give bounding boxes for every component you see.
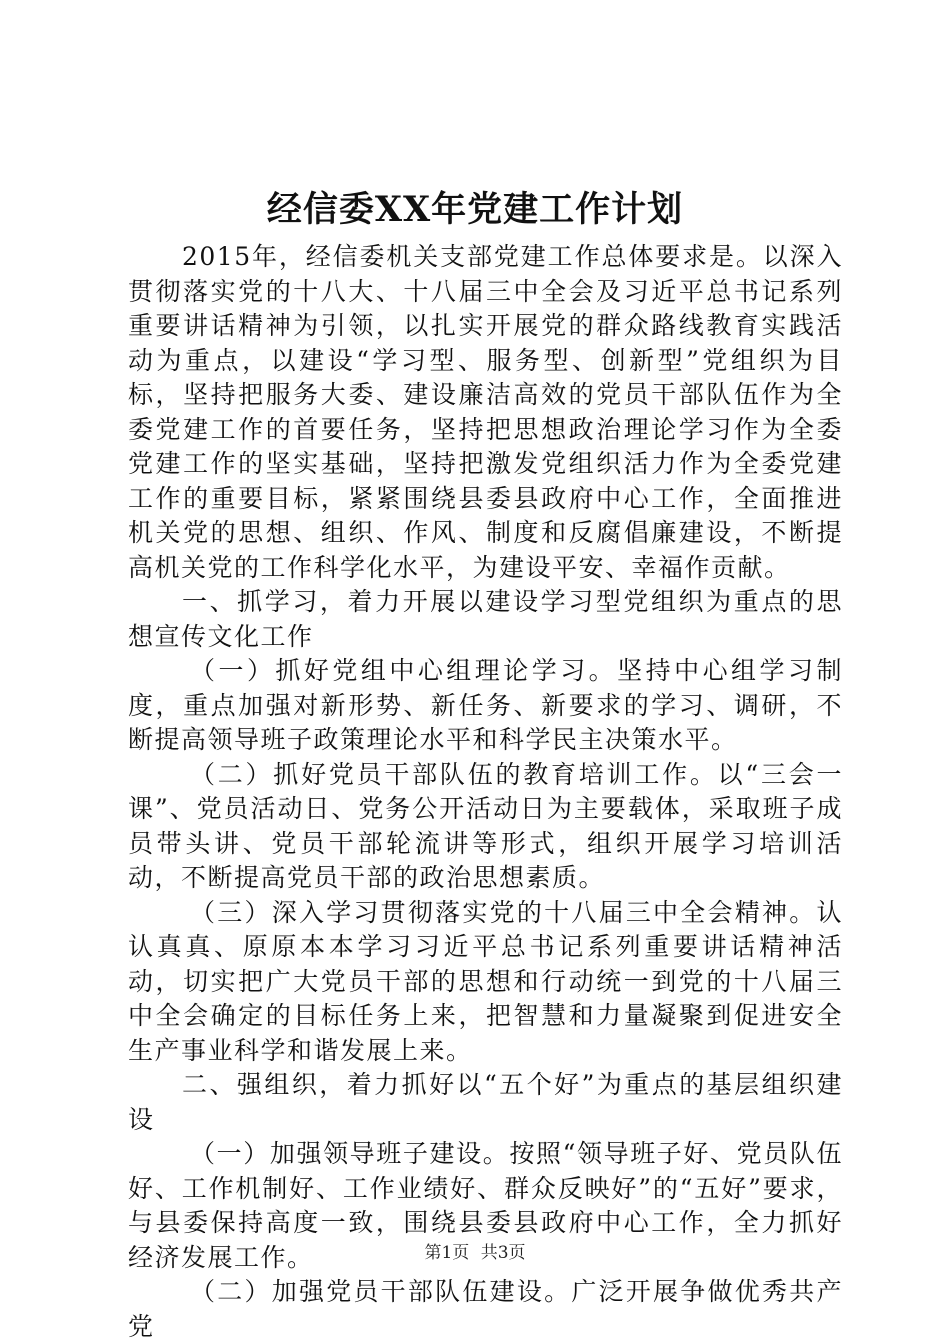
section-heading-1: 一、抓学习，着力开展以建设学习型党组织为重点的思想宣传文化工作 [128, 587, 843, 651]
document-body [128, 240, 843, 1344]
subsection-paragraph: （二）加强党员干部队伍建设。广泛开展争做优秀共产党 [128, 1277, 843, 1341]
document-title: 经信委XX年党建工作计划 [266, 189, 684, 230]
subsection-paragraph: （三）深入学习贯彻落实党的十八届三中全会精神。认认真真、原原本本学习习近平总书记系列重要讲话精神活动，切实把广大党员干部的思想和行动统一到党的十八届三中全会确定的目标任务上来，把智慧和力量凝聚到促进安全生产事业科学和谐发展上来。 [128, 897, 843, 1065]
subsection-paragraph: （一）抓好党组中心组理论学习。坚持中心组学习制度，重点加强对新形势、新任务、新要求的学习、调研，不断提高领导班子政策理论水平和科学民主决策水平。 [128, 656, 843, 754]
section-heading-2: 二、强组织，着力抓好以“五个好”为重点的基层组织建设 [128, 1070, 843, 1134]
page-number: 第1页 [424, 1243, 470, 1263]
page-footer [0, 1242, 950, 1264]
intro-paragraph: 2015年，经信委机关支部党建工作总体要求是。以深入贯彻落实党的十八大、十八届三中全会及习近平总书记系列重要讲话精神为引领，以扎实开展党的群众路线教育实践活动为重点，以建设“学习型、服务型、创新型”党组织为目标，坚持把服务大委、建设廉洁高效的党员干部队伍作为全委党建工作的首要任务，坚持把思想政治理论学习作为全委党建工作的坚实基础，坚持把激发党组织活力作为全委党建工作的重要目标，紧紧围绕县委县政府中心工作，全面推进机关党的思想、组织、作风、制度和反腐倡廉建设，不断提高机关党的工作科学化水平，为建设平安、幸福作贡献。 [128, 242, 843, 582]
subsection-paragraph: （一）加强领导班子建设。按照“领导班子好、党员队伍好、工作机制好、工作业绩好、群众反映好”的“五好”要求，与县委保持高度一致，围绕县委县政府中心工作，全力抓好经济发展工作。 [128, 1139, 843, 1272]
page-total: 共3页 [480, 1243, 526, 1263]
subsection-paragraph: （二）抓好党员干部队伍的教育培训工作。以“三会一课”、党员活动日、党务公开活动日为主要载体，采取班子成员带头讲、党员干部轮流讲等形式，组织开展学习培训活动，不断提高党员干部的政治思想素质。 [128, 759, 843, 892]
